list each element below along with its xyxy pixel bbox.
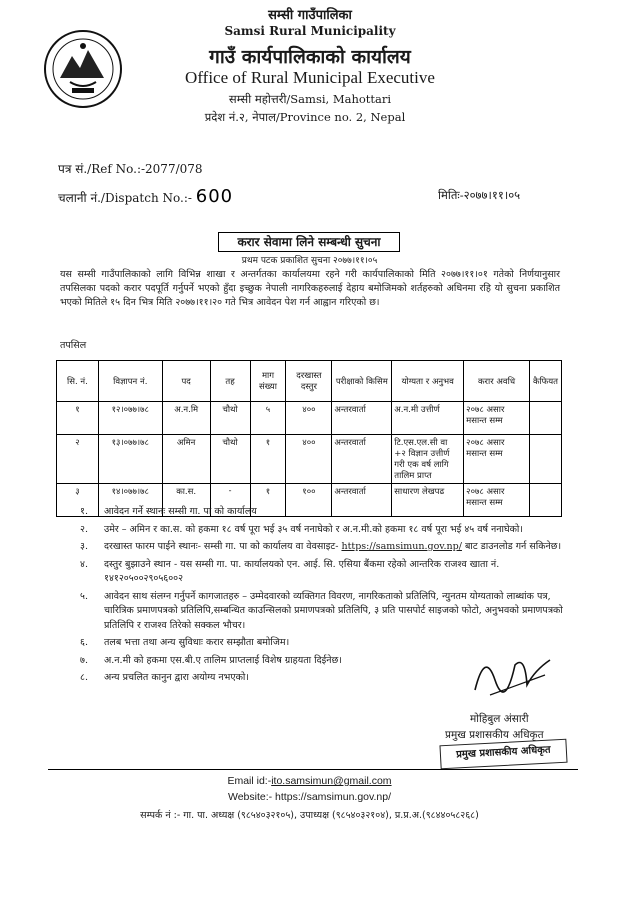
table-cell: १०० [286, 484, 332, 517]
table-cell [529, 402, 561, 435]
table-cell: १ [57, 402, 99, 435]
signatory-name: मोहिबुल अंसारी [470, 713, 529, 725]
table-cell: २ [57, 435, 99, 484]
header-address: सम्सी महोत्तरी/Samsi, Mahottari [228, 92, 392, 106]
list-item: ५. आवेदन साथ संलग्न गर्नुपर्ने कागजातहरु – उम्मेदवारको व्यक्तिगत विवरण, नागरिकताको प्रतिलिपि, न्युनतम योग्यताको लाब्धांक पत्र, चारित्रिक प्रमाणपत्रको प्रतिलिपि,सम्बन्धित काउन्सिलको प्रमाणपत्रको प्रतिलिपि, ३ प्रति पासपोर्ट साइजको फोटो, अनुभवको प्रमाणपत्रको प्रतिलिपि र राजश्व तिरेको सक्कल भौचर। [80, 590, 563, 631]
table-cell: टि.एस.एल.सी वा +२ विज्ञान उत्तीर्ण गरी एक वर्ष लागि तालिम प्राप्त [392, 435, 464, 484]
table-header: विज्ञापन नं. [98, 361, 162, 402]
table-cell: १२।०७७।७८ [98, 402, 162, 435]
list-item: ४. दस्तुर बुझाउने स्थान - यस सम्सी गा. पा. कार्यालयको एन. आई. सि. एसिया बैंकमा रहेको आन्तरिक राजश्व खाता नं. १४१२०५००२९०५६००२ [80, 558, 500, 584]
table-cell [529, 435, 561, 484]
table-header: पद [162, 361, 210, 402]
table-row [57, 402, 562, 435]
footer-website[interactable]: Website:- https://samsimun.gov.np/ [227, 791, 391, 803]
table-header: तह [210, 361, 250, 402]
table-cell: अ.न.मी उत्तीर्ण [392, 402, 464, 435]
header-office-english: Office of Rural Municipal Executive [185, 68, 435, 87]
table-cell: अन्तरवार्ता [332, 484, 392, 517]
notice-date: मितिः-२०७७।११।०५ [438, 188, 521, 202]
table-cell: २०७८ असार मसान्त सम्म [464, 484, 530, 517]
header-province: प्रदेश नं.२, नेपाल/Province no. 2, Nepal [204, 110, 406, 124]
notice-subtitle: प्रथम पटक प्रकाशित सुचना २०७७।११।०५ [241, 256, 378, 266]
table-cell: ४०० [286, 435, 332, 484]
table-header: कैफियत [529, 361, 561, 402]
table-cell: अमिन [162, 435, 210, 484]
list-item: ७. अ.न.मी को हकमा एस.बी.ए तालिम प्राप्तलाई विशेष ग्राहयता दिईनेछ। [80, 654, 342, 666]
table-cell: का.स. [162, 484, 210, 517]
table-cell: १ [250, 484, 286, 517]
municipality-seal-logo [42, 28, 124, 110]
list-item: २. उमेर – अमिन र का.स. को हकमा १८ वर्ष पूरा भई ३५ वर्ष ननाघेको र अ.न.मी.को हकमा १८ वर्ष पूरा भई ४५ वर्ष ननाघेको। [80, 523, 523, 535]
header-nepali-name: सम्सी गाउँपालिका [268, 8, 352, 23]
table-header: करार अवधि [464, 361, 530, 402]
table-cell: १४।०७७।७८ [98, 484, 162, 517]
dispatch-label: चलानी नं./Dispatch No.:- [58, 191, 192, 205]
table-cell: अन्तरवार्ता [332, 435, 392, 484]
table-header: माग संख्या [250, 361, 286, 402]
table-cell: ३ [57, 484, 99, 517]
table-cell: २०७८ असार मसान्त सम्म [464, 402, 530, 435]
footer-email: Email id:-ito.samsimun@gmail.com [227, 775, 392, 787]
table-cell: अ.न.मि [162, 402, 210, 435]
table-cell: चौथो [210, 402, 250, 435]
table-cell: १ [250, 435, 286, 484]
email-link[interactable]: ito.samsimun@gmail.com [271, 775, 392, 787]
official-stamp: प्रमुख प्रशासकीय अधिकृत [439, 739, 567, 770]
table-cell: अन्तरवार्ता [332, 402, 392, 435]
footer-contact: सम्पर्क नं :- गा. पा. अध्यक्ष (९८५४०३२१०५), उपाध्यक्ष (९८५४०३२१०४), प्र.प्र.अ.(९८४४०५८२६८) [140, 810, 479, 821]
list-item: ८. अन्य प्रचलित कानुन द्वारा अयोग्य नभएको। [80, 672, 249, 683]
dispatch-number-handwritten: 600 [195, 186, 234, 207]
dispatch-row [58, 186, 233, 207]
footer-divider [48, 769, 578, 770]
list-item: १. आवेदन गर्ने स्थानः सम्सी गा. पा को कार्यालय [80, 506, 257, 517]
table-cell: चौथो [210, 435, 250, 484]
vacancy-table [56, 360, 562, 517]
website-link[interactable]: https://samsimun.gov.np/ [341, 541, 462, 552]
notice-body: यस सम्सी गाउँपालिकाको लागि विभिन्न शाखा र अन्तर्गतका कार्यालयमा रहने गरी कार्यपालिकाको मिति २०७७।११।०१ गतेको निर्णयानुसार तपसिलका पदको करार पदपूर्ति गर्नुपर्ने भएको हुँदा इच्छुक नेपाली नागरिकहरुलाई देहाय बमोजिमको शर्तहरुको अधिनमा रहि यो सुचना प्रकाशित भएको मितिले १५ दिन भित्र मिति २०७७।११।२० गते भित्र आवेदन पेश गर्न आह्वान गरिएको छ। [60, 269, 560, 308]
table-header-row [57, 361, 562, 402]
header-office-nepali: गाउँ कार्यपालिकाको कार्यालय [209, 46, 411, 68]
header-english-name: Samsi Rural Municipality [224, 24, 396, 38]
ref-number: पत्र सं./Ref No.:-2077/078 [58, 162, 203, 176]
table-header: योग्यता र अनुभव [392, 361, 464, 402]
table-cell: साधारण लेखपढ [392, 484, 464, 517]
notice-title: करार सेवामा लिने सम्बन्धी सुचना [218, 232, 400, 252]
list-item: ६. तलब भत्ता तथा अन्य सुविधाः करार सम्झौता बमोजिम। [80, 637, 290, 648]
details-label: तपसिल [60, 340, 87, 351]
table-cell: २०७८ असार मसान्त सम्म [464, 435, 530, 484]
table-header: परीक्षाको किसिम [332, 361, 392, 402]
list-item: ३. दरखास्त फारम पाईने स्थानः- सम्सी गा. पा को कार्यालय वा वेवसाइट- https://samsimun.gov.np/ बाट डाउनलोड गर्न सकिनेछ। [80, 541, 562, 552]
table-header: दरखास्त दस्तुर [286, 361, 332, 402]
table-header: सि. नं. [57, 361, 99, 402]
table-cell: ५ [250, 402, 286, 435]
signatory-title: प्रमुख प्रशासकीय अधिकृत [445, 729, 544, 741]
table-cell: १३।०७७।७८ [98, 435, 162, 484]
table-cell: ४०० [286, 402, 332, 435]
table-cell: - [210, 484, 250, 517]
table-row [57, 435, 562, 484]
handwritten-signature [455, 640, 565, 710]
